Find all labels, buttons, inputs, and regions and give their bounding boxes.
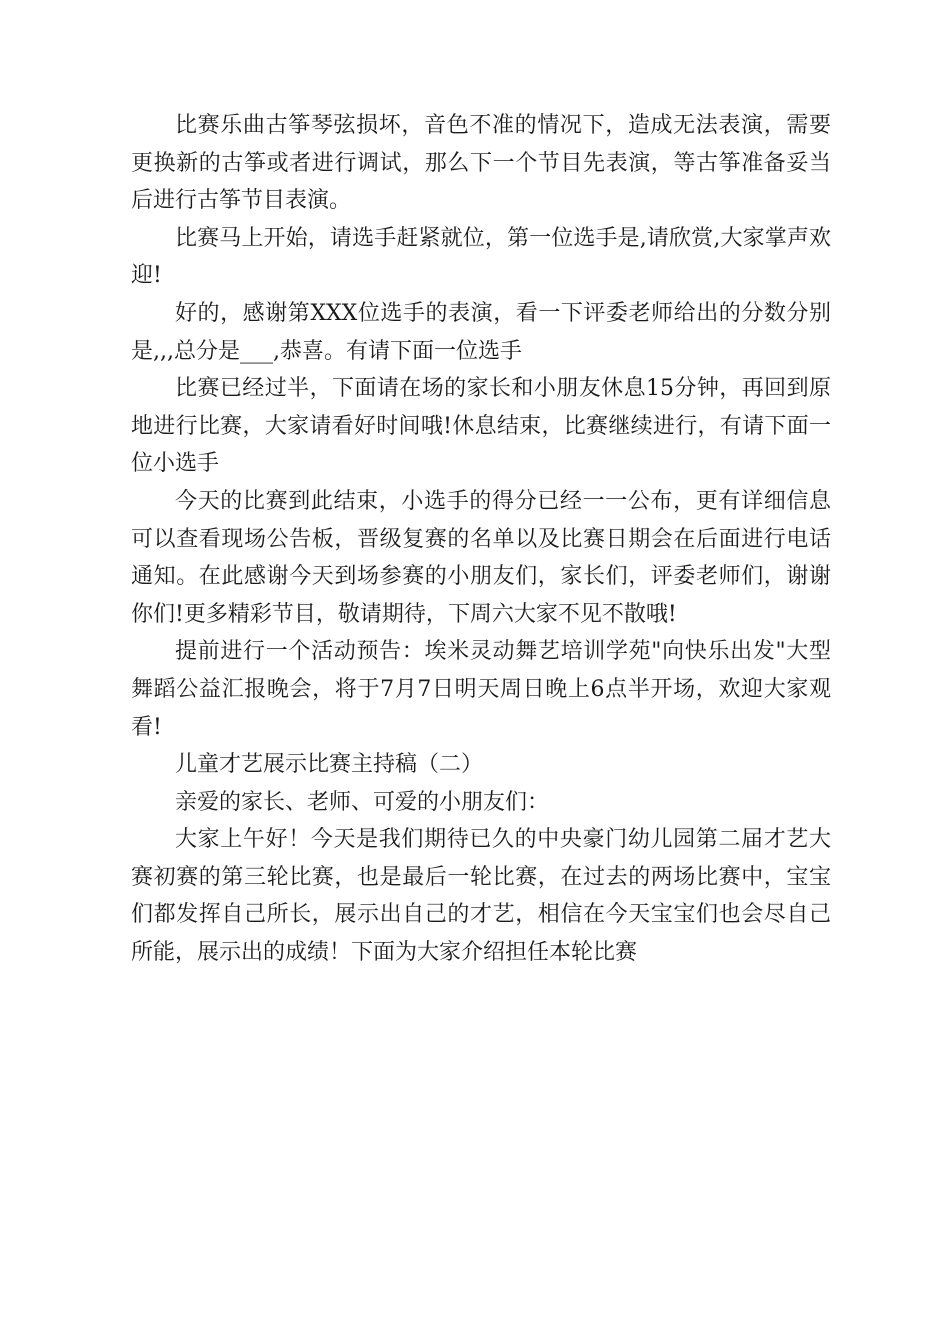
document-body [131,107,831,972]
paragraph-score-announcement: 好的，感谢第XXX位选手的表演，看一下评委老师给出的分数分别是,,,总分是___,恭喜。有请下面一位选手 [131,300,831,364]
paragraph-opening-remarks: 大家上午好！今天是我们期待已久的中央豪门幼儿园第二届才艺大赛初赛的第三轮比赛，也是最后一轮比赛，在过去的两场比赛中，宝宝们都发挥自己所长，展示出自己的才艺，相信在今天宝宝们也会尽自己所能，展示出的成绩！下面为大家介绍担任本轮比赛 [131,827,831,966]
paragraph-closing: 今天的比赛到此结束，小选手的得分已经一一公布，更有详细信息可以查看现场公告板，晋级复赛的名单以及比赛日期会在后面进行电话通知。在此感谢今天到场参赛的小朋友们，家长们，评委老师们，谢谢你们!更多精彩节目，敬请期待，下周六大家不见不散哦! [131,488,831,627]
paragraph-first-contestant: 比赛马上开始，请选手赶紧就位，第一位选手是,请欣赏,大家掌声欢迎! [131,225,831,289]
paragraph-event-preview: 提前进行一个活动预告：埃米灵动舞艺培训学苑"向快乐出发"大型舞蹈公益汇报晚会，将于7月7日明天周日晚上6点半开场，欢迎大家观看! [131,639,831,740]
paragraph-greeting: 亲爱的家长、老师、可爱的小朋友们： [175,789,550,815]
paragraph-break-notice: 比赛已经过半，下面请在场的家长和小朋友休息15分钟，再回到原地进行比赛，大家请看好时间哦!休息结束，比赛继续进行，有请下面一位小选手 [131,376,831,477]
paragraph-instrument-repair: 比赛乐曲古筝琴弦损坏，音色不准的情况下，造成无法表演，需要更换新的古筝或者进行调试，那么下一个节目先表演，等古筝准备妥当后进行古筝节目表演。 [131,113,831,214]
section-heading: 儿童才艺展示比赛主持稿（二） [175,752,484,778]
